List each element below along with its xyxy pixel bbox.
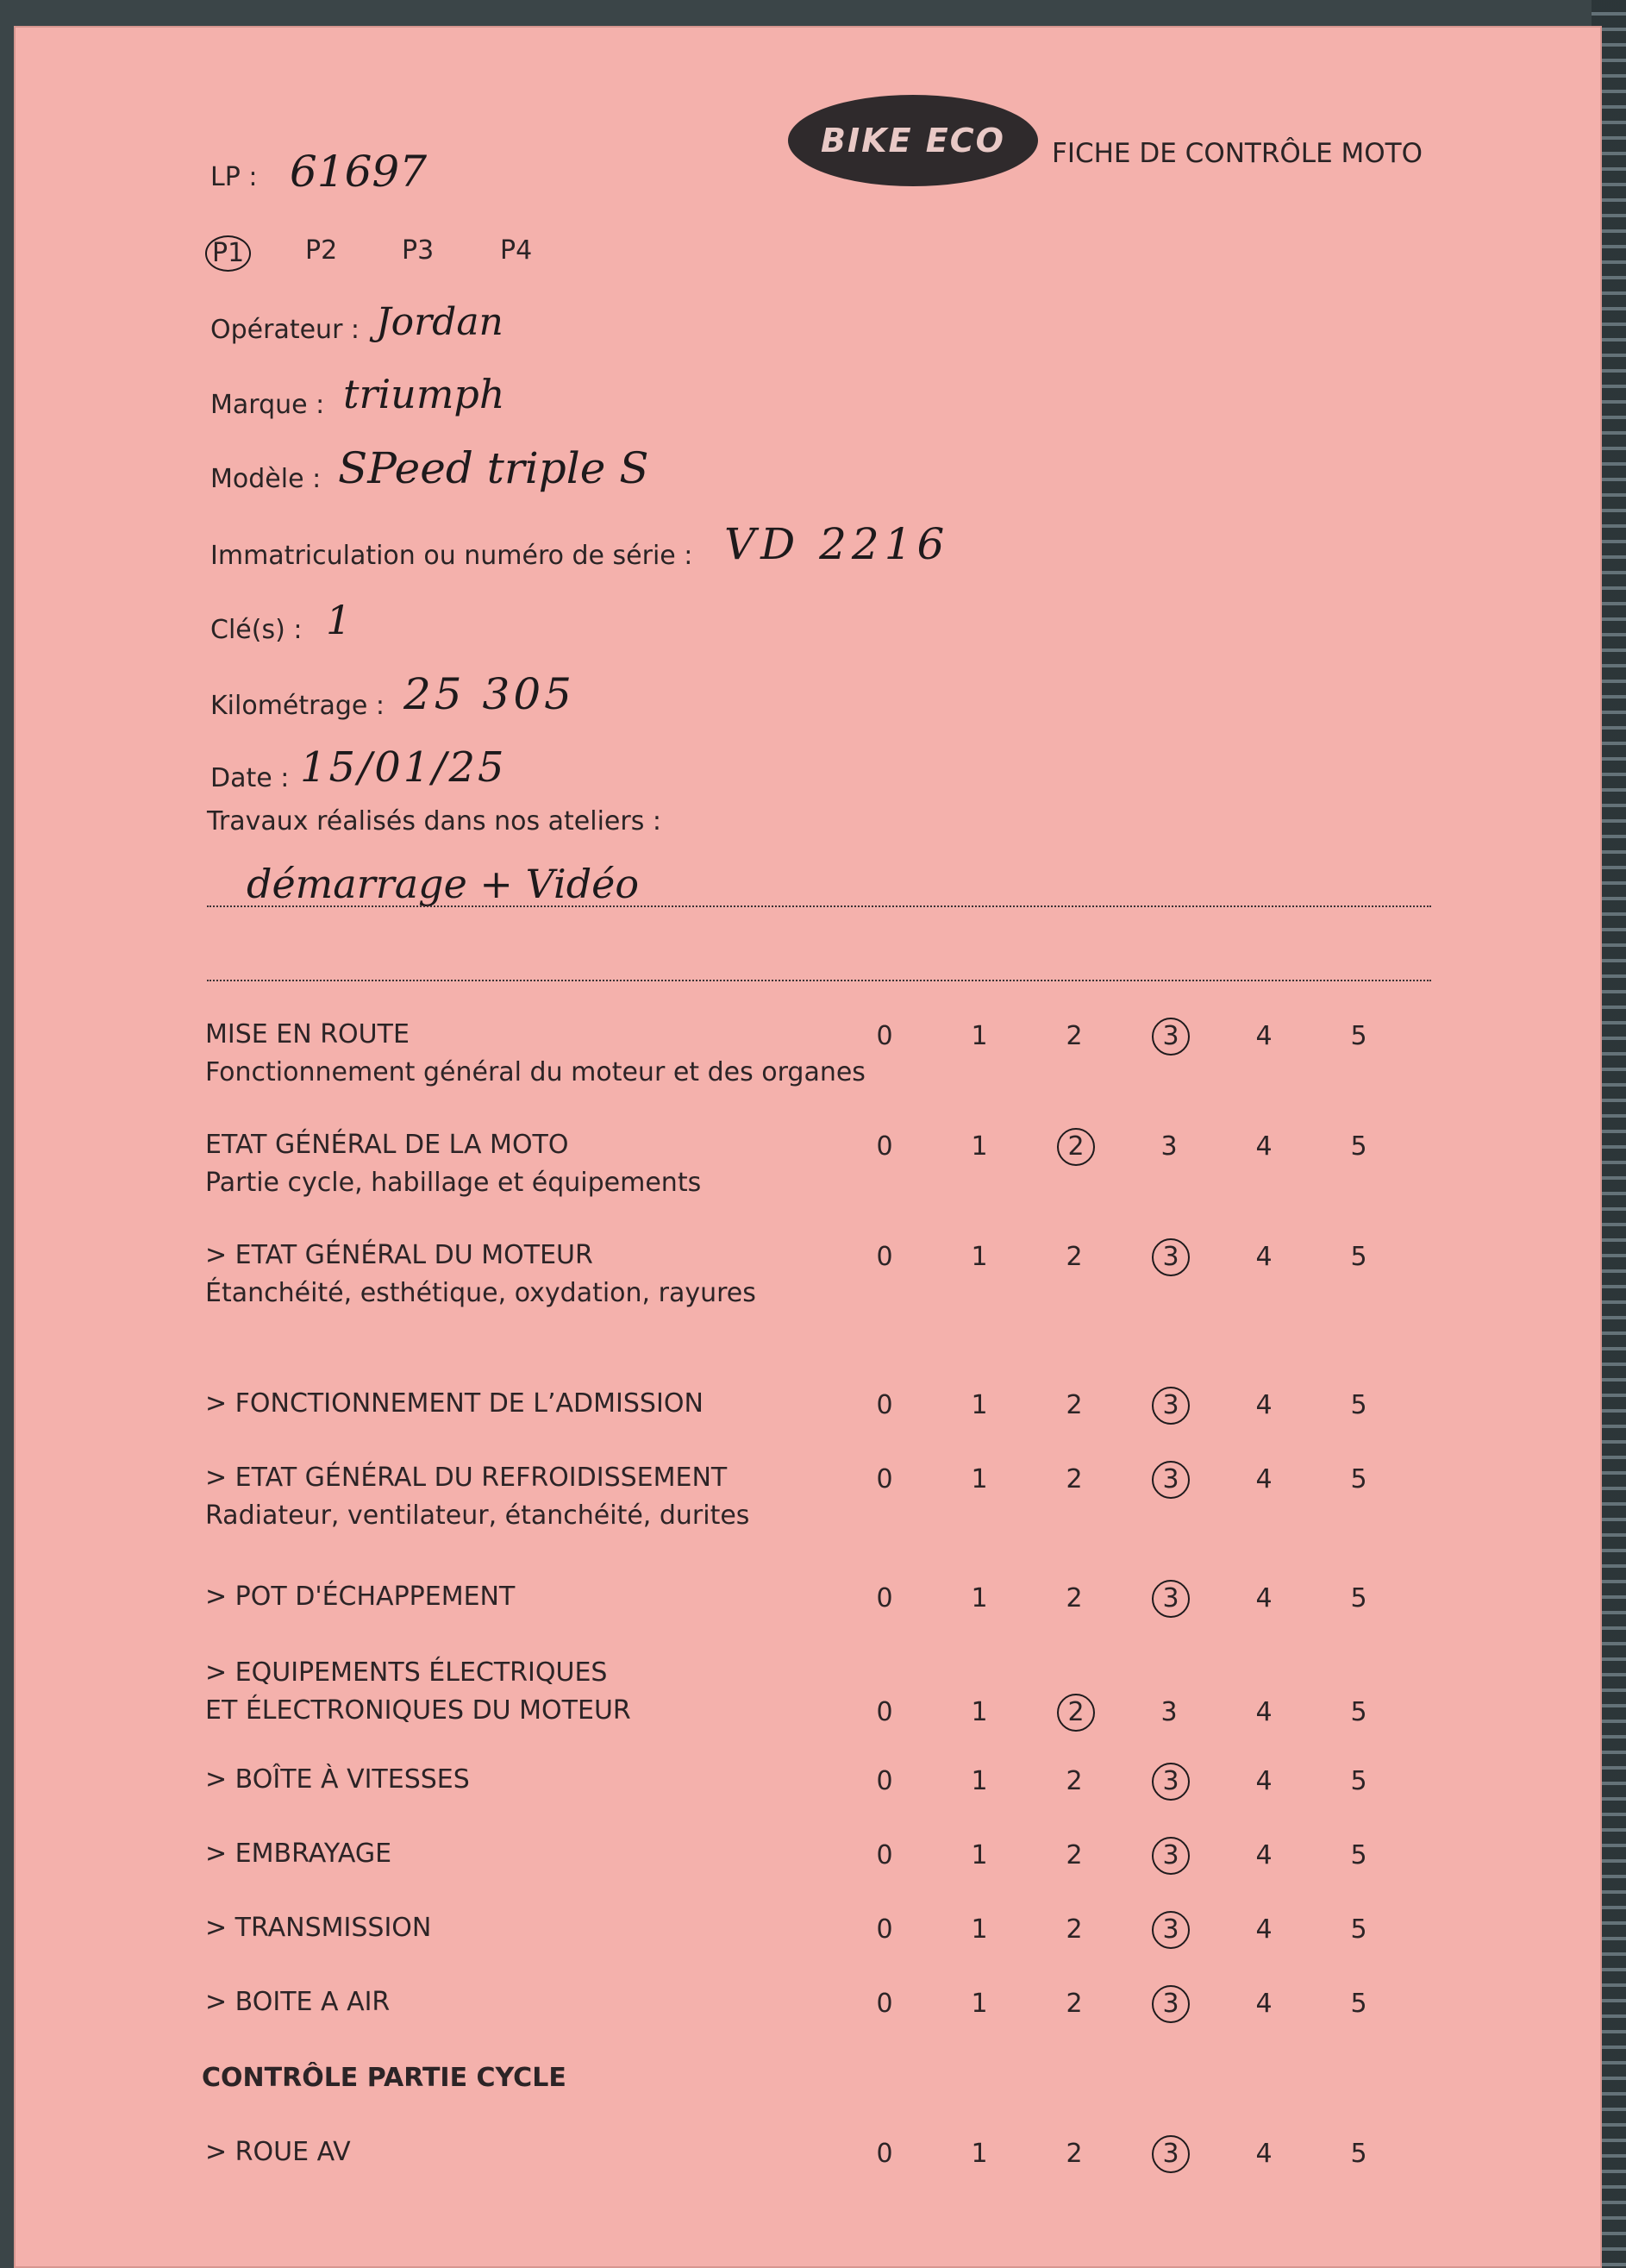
date-label: Date : xyxy=(210,763,290,793)
score-option-5[interactable]: 5 xyxy=(1350,1989,1367,2019)
score-scale xyxy=(863,1909,1432,1951)
check-title: > BOÎTE À VITESSES xyxy=(205,1764,470,1795)
score-option-0[interactable]: 0 xyxy=(876,1390,893,1420)
score-option-0[interactable]: 0 xyxy=(876,1242,893,1272)
score-option-5[interactable]: 5 xyxy=(1350,1242,1367,1272)
check-row-label xyxy=(205,1835,391,1873)
score-option-0[interactable]: 0 xyxy=(876,1697,893,1727)
score-scale xyxy=(863,1692,1432,1733)
section-cycle-title: CONTRÔLE PARTIE CYCLE xyxy=(202,2063,566,2093)
score-option-2[interactable]: 2 xyxy=(1066,1242,1083,1272)
check-subtitle: Partie cycle, habillage et équipements xyxy=(205,1168,702,1198)
score-option-1[interactable]: 1 xyxy=(971,1583,988,1613)
score-option-selected[interactable]: 3 xyxy=(1152,1018,1190,1056)
score-option-2[interactable]: 2 xyxy=(1066,1989,1083,2019)
score-option-selected[interactable]: 3 xyxy=(1152,1985,1190,2023)
score-option-2[interactable]: 2 xyxy=(1066,1464,1083,1494)
work-label: Travaux réalisés dans nos ateliers : xyxy=(207,806,661,836)
priority-option-p2[interactable]: P2 xyxy=(305,235,338,266)
score-option-1[interactable]: 1 xyxy=(971,1766,988,1796)
check-title: ETAT GÉNÉRAL DE LA MOTO xyxy=(205,1130,569,1160)
mileage-label: Kilométrage : xyxy=(210,691,385,721)
score-option-selected[interactable]: 3 xyxy=(1152,1911,1190,1949)
score-option-5[interactable]: 5 xyxy=(1350,1840,1367,1870)
check-row-label xyxy=(205,1459,749,1535)
score-option-selected[interactable]: 2 xyxy=(1057,1694,1095,1732)
registration-label: Immatriculation ou numéro de série : xyxy=(210,541,693,571)
score-option-2[interactable]: 2 xyxy=(1066,2139,1083,2169)
model-label: Modèle : xyxy=(210,464,322,494)
score-option-1[interactable]: 1 xyxy=(971,1464,988,1494)
keys-label: Clé(s) : xyxy=(210,615,303,645)
score-option-5[interactable]: 5 xyxy=(1350,1583,1367,1613)
check-row-label xyxy=(205,1237,756,1313)
work-value[interactable]: démarrage + Vidéo xyxy=(247,861,640,907)
lp-label: LP : xyxy=(210,162,258,192)
score-scale xyxy=(863,1835,1432,1876)
check-row-label xyxy=(205,1654,631,1730)
check-row-label xyxy=(205,2133,351,2171)
check-subtitle: Radiateur, ventilateur, étanchéité, durites xyxy=(205,1501,750,1531)
check-subtitle: ET ÉLECTRONIQUES DU MOTEUR xyxy=(205,1695,631,1726)
score-scale xyxy=(863,1385,1432,1426)
score-option-4[interactable]: 4 xyxy=(1255,1840,1273,1870)
score-option-selected[interactable]: 3 xyxy=(1152,1763,1190,1801)
score-scale xyxy=(863,1459,1432,1501)
sheet-title: FICHE DE CONTRÔLE MOTO xyxy=(1052,138,1423,169)
score-option-1[interactable]: 1 xyxy=(971,1131,988,1162)
score-scale xyxy=(863,1761,1432,1802)
score-option-2[interactable]: 2 xyxy=(1066,1914,1083,1945)
score-scale xyxy=(863,1237,1432,1278)
work-line-2 xyxy=(207,980,1431,981)
score-option-1[interactable]: 1 xyxy=(971,1989,988,2019)
check-subtitle: Étanchéité, esthétique, oxydation, rayures xyxy=(205,1278,756,1308)
score-option-3[interactable]: 3 xyxy=(1160,1697,1178,1727)
score-option-5[interactable]: 5 xyxy=(1350,1697,1367,1727)
score-option-0[interactable]: 0 xyxy=(876,1021,893,1051)
priority-option-p3[interactable]: P3 xyxy=(402,235,435,266)
score-option-4[interactable]: 4 xyxy=(1255,1021,1273,1051)
score-option-5[interactable]: 5 xyxy=(1350,1914,1367,1945)
keys-value[interactable]: 1 xyxy=(326,597,352,643)
score-option-2[interactable]: 2 xyxy=(1066,1766,1083,1796)
score-option-selected[interactable]: 3 xyxy=(1152,1238,1190,1276)
score-option-5[interactable]: 5 xyxy=(1350,1464,1367,1494)
registration-value[interactable]: VD 2216 xyxy=(724,519,950,569)
score-option-0[interactable]: 0 xyxy=(876,1131,893,1162)
check-title: > EQUIPEMENTS ÉLECTRIQUES xyxy=(205,1657,608,1688)
check-title: > FONCTIONNEMENT DE L’ADMISSION xyxy=(205,1388,704,1419)
check-subtitle: Fonctionnement général du moteur et des organes xyxy=(205,1057,866,1087)
score-option-4[interactable]: 4 xyxy=(1255,1242,1273,1272)
score-option-5[interactable]: 5 xyxy=(1350,1021,1367,1051)
score-option-1[interactable]: 1 xyxy=(971,1840,988,1870)
score-option-5[interactable]: 5 xyxy=(1350,1131,1367,1162)
score-option-selected[interactable]: 3 xyxy=(1152,1461,1190,1499)
brand-value[interactable]: triumph xyxy=(343,371,505,417)
score-scale xyxy=(863,1983,1432,2025)
control-sheet xyxy=(14,26,1602,2268)
score-option-4[interactable]: 4 xyxy=(1255,1914,1273,1945)
score-option-4[interactable]: 4 xyxy=(1255,1697,1273,1727)
bike-eco-logo xyxy=(788,95,1038,186)
score-option-5[interactable]: 5 xyxy=(1350,1390,1367,1420)
check-row-label xyxy=(205,1016,866,1092)
score-option-1[interactable]: 1 xyxy=(971,1390,988,1420)
work-line-1 xyxy=(207,905,1431,907)
score-option-4[interactable]: 4 xyxy=(1255,2139,1273,2169)
priority-option-p1[interactable] xyxy=(205,235,251,272)
score-option-4[interactable]: 4 xyxy=(1255,1464,1273,1494)
score-scale xyxy=(863,1126,1432,1168)
score-option-selected[interactable]: 3 xyxy=(1152,1387,1190,1425)
score-option-2[interactable]: 2 xyxy=(1066,1021,1083,1051)
score-option-0[interactable]: 0 xyxy=(876,1840,893,1870)
check-row-label xyxy=(205,1761,470,1799)
score-option-0[interactable]: 0 xyxy=(876,1464,893,1494)
score-option-selected[interactable]: 3 xyxy=(1152,2135,1190,2173)
score-option-1[interactable]: 1 xyxy=(971,1697,988,1727)
model-value[interactable]: SPeed triple S xyxy=(338,443,649,493)
check-row-label xyxy=(205,1385,704,1423)
score-option-0[interactable]: 0 xyxy=(876,2139,893,2169)
check-row-label xyxy=(205,1909,431,1947)
check-title: > ETAT GÉNÉRAL DU REFROIDISSEMENT xyxy=(205,1463,728,1493)
check-row-label xyxy=(205,1126,701,1202)
score-scale xyxy=(863,1016,1432,1057)
score-option-4[interactable]: 4 xyxy=(1255,1583,1273,1613)
operator-value[interactable]: Jordan xyxy=(376,300,503,344)
score-option-2[interactable]: 2 xyxy=(1066,1583,1083,1613)
brand-label: Marque : xyxy=(210,390,325,420)
score-option-selected[interactable]: 2 xyxy=(1057,1128,1095,1166)
score-option-selected[interactable]: 3 xyxy=(1152,1580,1190,1618)
score-option-4[interactable]: 4 xyxy=(1255,1131,1273,1162)
check-title: MISE EN ROUTE xyxy=(205,1019,410,1049)
check-title: > ROUE AV xyxy=(205,2137,351,2167)
score-option-2[interactable]: 2 xyxy=(1066,1390,1083,1420)
score-option-4[interactable]: 4 xyxy=(1255,1390,1273,1420)
score-option-1[interactable]: 1 xyxy=(971,1021,988,1051)
date-value[interactable]: 15/01/25 xyxy=(300,743,507,792)
score-option-1[interactable]: 1 xyxy=(971,1914,988,1945)
score-option-5[interactable]: 5 xyxy=(1350,1766,1367,1796)
check-title: > ETAT GÉNÉRAL DU MOTEUR xyxy=(205,1240,593,1270)
mileage-value[interactable]: 25 305 xyxy=(403,669,575,719)
score-option-5[interactable]: 5 xyxy=(1350,2139,1367,2169)
score-option-selected[interactable]: 3 xyxy=(1152,1837,1190,1875)
score-option-4[interactable]: 4 xyxy=(1255,1766,1273,1796)
lp-value[interactable]: 61697 xyxy=(290,147,428,197)
score-option-0[interactable]: 0 xyxy=(876,1914,893,1945)
check-row-label xyxy=(205,1578,515,1616)
score-option-4[interactable]: 4 xyxy=(1255,1989,1273,2019)
check-title: > POT D'ÉCHAPPEMENT xyxy=(205,1582,516,1612)
score-option-0[interactable]: 0 xyxy=(876,1989,893,2019)
priority-selected-circle: P1 xyxy=(205,235,251,272)
operator-label: Opérateur : xyxy=(210,315,360,345)
priority-option-p4[interactable]: P4 xyxy=(500,235,533,266)
score-option-1[interactable]: 1 xyxy=(971,2139,988,2169)
check-title: > EMBRAYAGE xyxy=(205,1839,392,1869)
check-title: > TRANSMISSION xyxy=(205,1913,432,1943)
score-scale xyxy=(863,1578,1432,1620)
check-row-label xyxy=(205,1983,390,2021)
score-option-0[interactable]: 0 xyxy=(876,1766,893,1796)
score-option-0[interactable]: 0 xyxy=(876,1583,893,1613)
check-title: > BOITE A AIR xyxy=(205,1987,391,2017)
score-option-2[interactable]: 2 xyxy=(1066,1840,1083,1870)
score-option-3[interactable]: 3 xyxy=(1160,1131,1178,1162)
score-scale xyxy=(863,2133,1432,2175)
logo-text: BIKE ECO xyxy=(821,122,1005,160)
score-option-1[interactable]: 1 xyxy=(971,1242,988,1272)
